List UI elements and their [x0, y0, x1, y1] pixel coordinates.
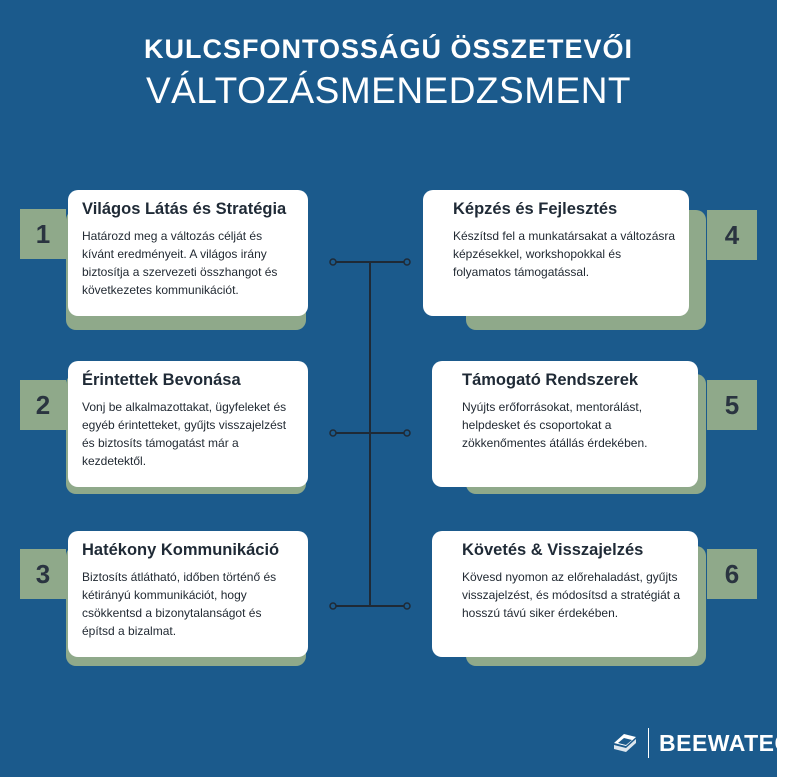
step-number-3: 3	[20, 549, 66, 599]
step-number-5: 5	[707, 380, 757, 430]
step-text-3: Biztosíts átlátható, időben történő és kétirányú kommunikációt, hogy csökkentsd a bizonytalanságot és építsd a bizalmat.	[82, 570, 277, 638]
beewatec-logo-icon	[612, 731, 638, 755]
step-heading-2: Érintettek Bevonása	[82, 371, 241, 389]
step-heading-5: Támogató Rendszerek	[462, 371, 639, 389]
step-text-4: Készítsd fel a munkatársakat a változásra képzésekkel, workshopokkal és folyamatos támogatással.	[453, 229, 676, 279]
title-line-1: KULCSFONTOSSÁGÚ ÖSSZETEVŐI	[143, 34, 634, 64]
step-card-3	[68, 531, 308, 657]
step-card-5	[432, 361, 698, 487]
step-card-1	[68, 190, 308, 316]
connector-dot	[330, 603, 336, 609]
logo-divider	[648, 728, 649, 758]
step-card-6	[432, 531, 698, 657]
step-card-4	[423, 190, 689, 316]
step-text-1: Határozd meg a változás célját és kívánt eredményeit. A világos irány biztosítja a szervezeti összhangot és következetes kommunikációt.	[82, 229, 278, 297]
step-number-2: 2	[20, 380, 66, 430]
brand-logo	[612, 728, 792, 758]
step-heading-1: Világos Látás és Stratégia	[82, 200, 287, 218]
step-number-4: 4	[707, 210, 757, 260]
connector-dot	[330, 259, 336, 265]
step-heading-3: Hatékony Kommunikáció	[82, 541, 280, 559]
step-number-6: 6	[707, 549, 757, 599]
step-text-2: Vonj be alkalmazottakat, ügyfeleket és egyéb érintetteket, gyűjts visszajelzést és biztosíts támogatást már a kezdetektől.	[82, 400, 287, 468]
step-number-1: 1	[20, 209, 66, 259]
connector-dot	[404, 259, 410, 265]
step-text-6: Kövesd nyomon az előrehaladást, gyűjts visszajelzést, és módosítsd a stratégiát a hosszú távú siker érdekében.	[462, 570, 681, 620]
connector-dot	[330, 430, 336, 436]
connector-dot	[404, 603, 410, 609]
step-heading-6: Követés & Visszajelzés	[462, 541, 644, 559]
connector-dot	[404, 430, 410, 436]
title-line-2: VÁLTOZÁSMENEDZSMENT	[145, 70, 632, 111]
step-text-5: Nyújts erőforrásokat, mentorálást, helpdesket és csoportokat a zökkenőmentes átállás érdekében.	[462, 400, 648, 450]
brand-name: BEEWATEC	[659, 729, 792, 756]
step-card-2	[68, 361, 308, 487]
step-heading-4: Képzés és Fejlesztés	[453, 200, 618, 218]
